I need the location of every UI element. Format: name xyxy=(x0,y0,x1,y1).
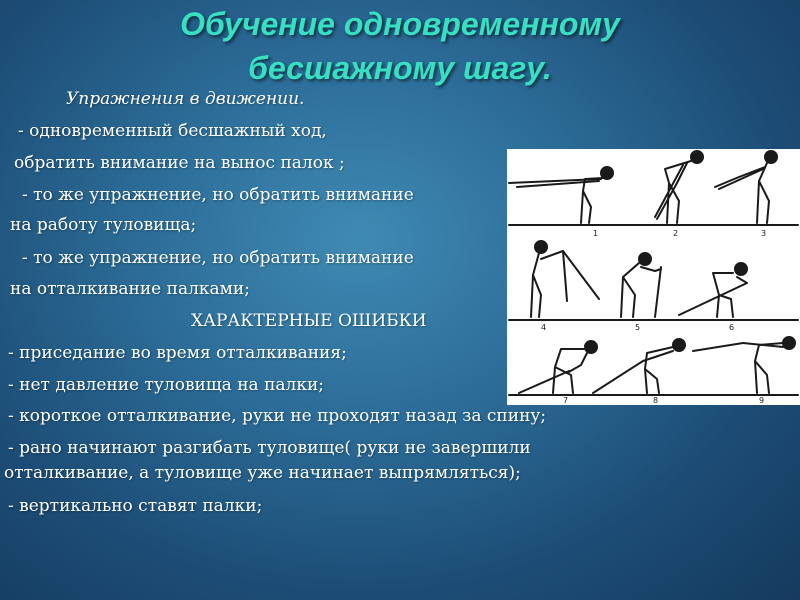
error-line: - вертикально ставят палки; xyxy=(8,496,263,516)
figure-number-2: 2 xyxy=(673,229,679,238)
skier-figure-6 xyxy=(679,263,747,317)
error-line: - приседание во время отталкивания; xyxy=(8,343,347,363)
exercise-line: - одновременный бесшажный ход, xyxy=(18,121,327,141)
error-line: - рано начинают разгибать туловище( руки не завершили xyxy=(8,438,531,458)
exercise-line: на отталкивание палками; xyxy=(10,279,250,299)
title-line-1: Обучение одновременному xyxy=(180,6,620,42)
skier-figure-2 xyxy=(655,151,703,223)
exercise-line: на работу туловища; xyxy=(10,215,197,235)
figure-number-1: 1 xyxy=(593,229,599,238)
exercises-subtitle: Упражнения в движении. xyxy=(66,89,305,109)
slide-title xyxy=(0,2,800,90)
error-line: отталкивание, а туловище уже начинает выпрямляться); xyxy=(4,463,521,483)
exercise-line: обратить внимание на вынос палок ; xyxy=(14,153,345,173)
skier-figure-1 xyxy=(509,167,613,223)
skier-figure-7 xyxy=(519,341,597,393)
title-line-2: бесшажному шагу. xyxy=(248,50,552,86)
skier-figure-4 xyxy=(531,241,599,317)
figure-number-7: 7 xyxy=(563,396,569,405)
error-line: - нет давление туловища на палки; xyxy=(8,375,325,395)
figure-number-9: 9 xyxy=(759,396,765,405)
skier-figure-8 xyxy=(593,339,685,393)
error-line: - короткое отталкивание, руки не проходят назад за спину; xyxy=(8,406,547,426)
figure-number-6: 6 xyxy=(729,323,735,332)
skier-figure-3 xyxy=(715,151,777,223)
figure-number-3: 3 xyxy=(761,229,767,238)
figure-number-5: 5 xyxy=(635,323,641,332)
figure-number-4: 4 xyxy=(541,323,547,332)
exercise-line: - то же упражнение, но обратить внимание xyxy=(22,185,414,205)
skier-figure-9 xyxy=(693,337,795,393)
exercise-line: - то же упражнение, но обратить внимание xyxy=(22,248,414,268)
errors-heading: ХАРАКТЕРНЫЕ ОШИБКИ xyxy=(191,311,427,331)
figure-number-8: 8 xyxy=(653,396,659,405)
skier-figure-5 xyxy=(621,253,661,317)
skier-sequence-illustration xyxy=(507,149,800,405)
